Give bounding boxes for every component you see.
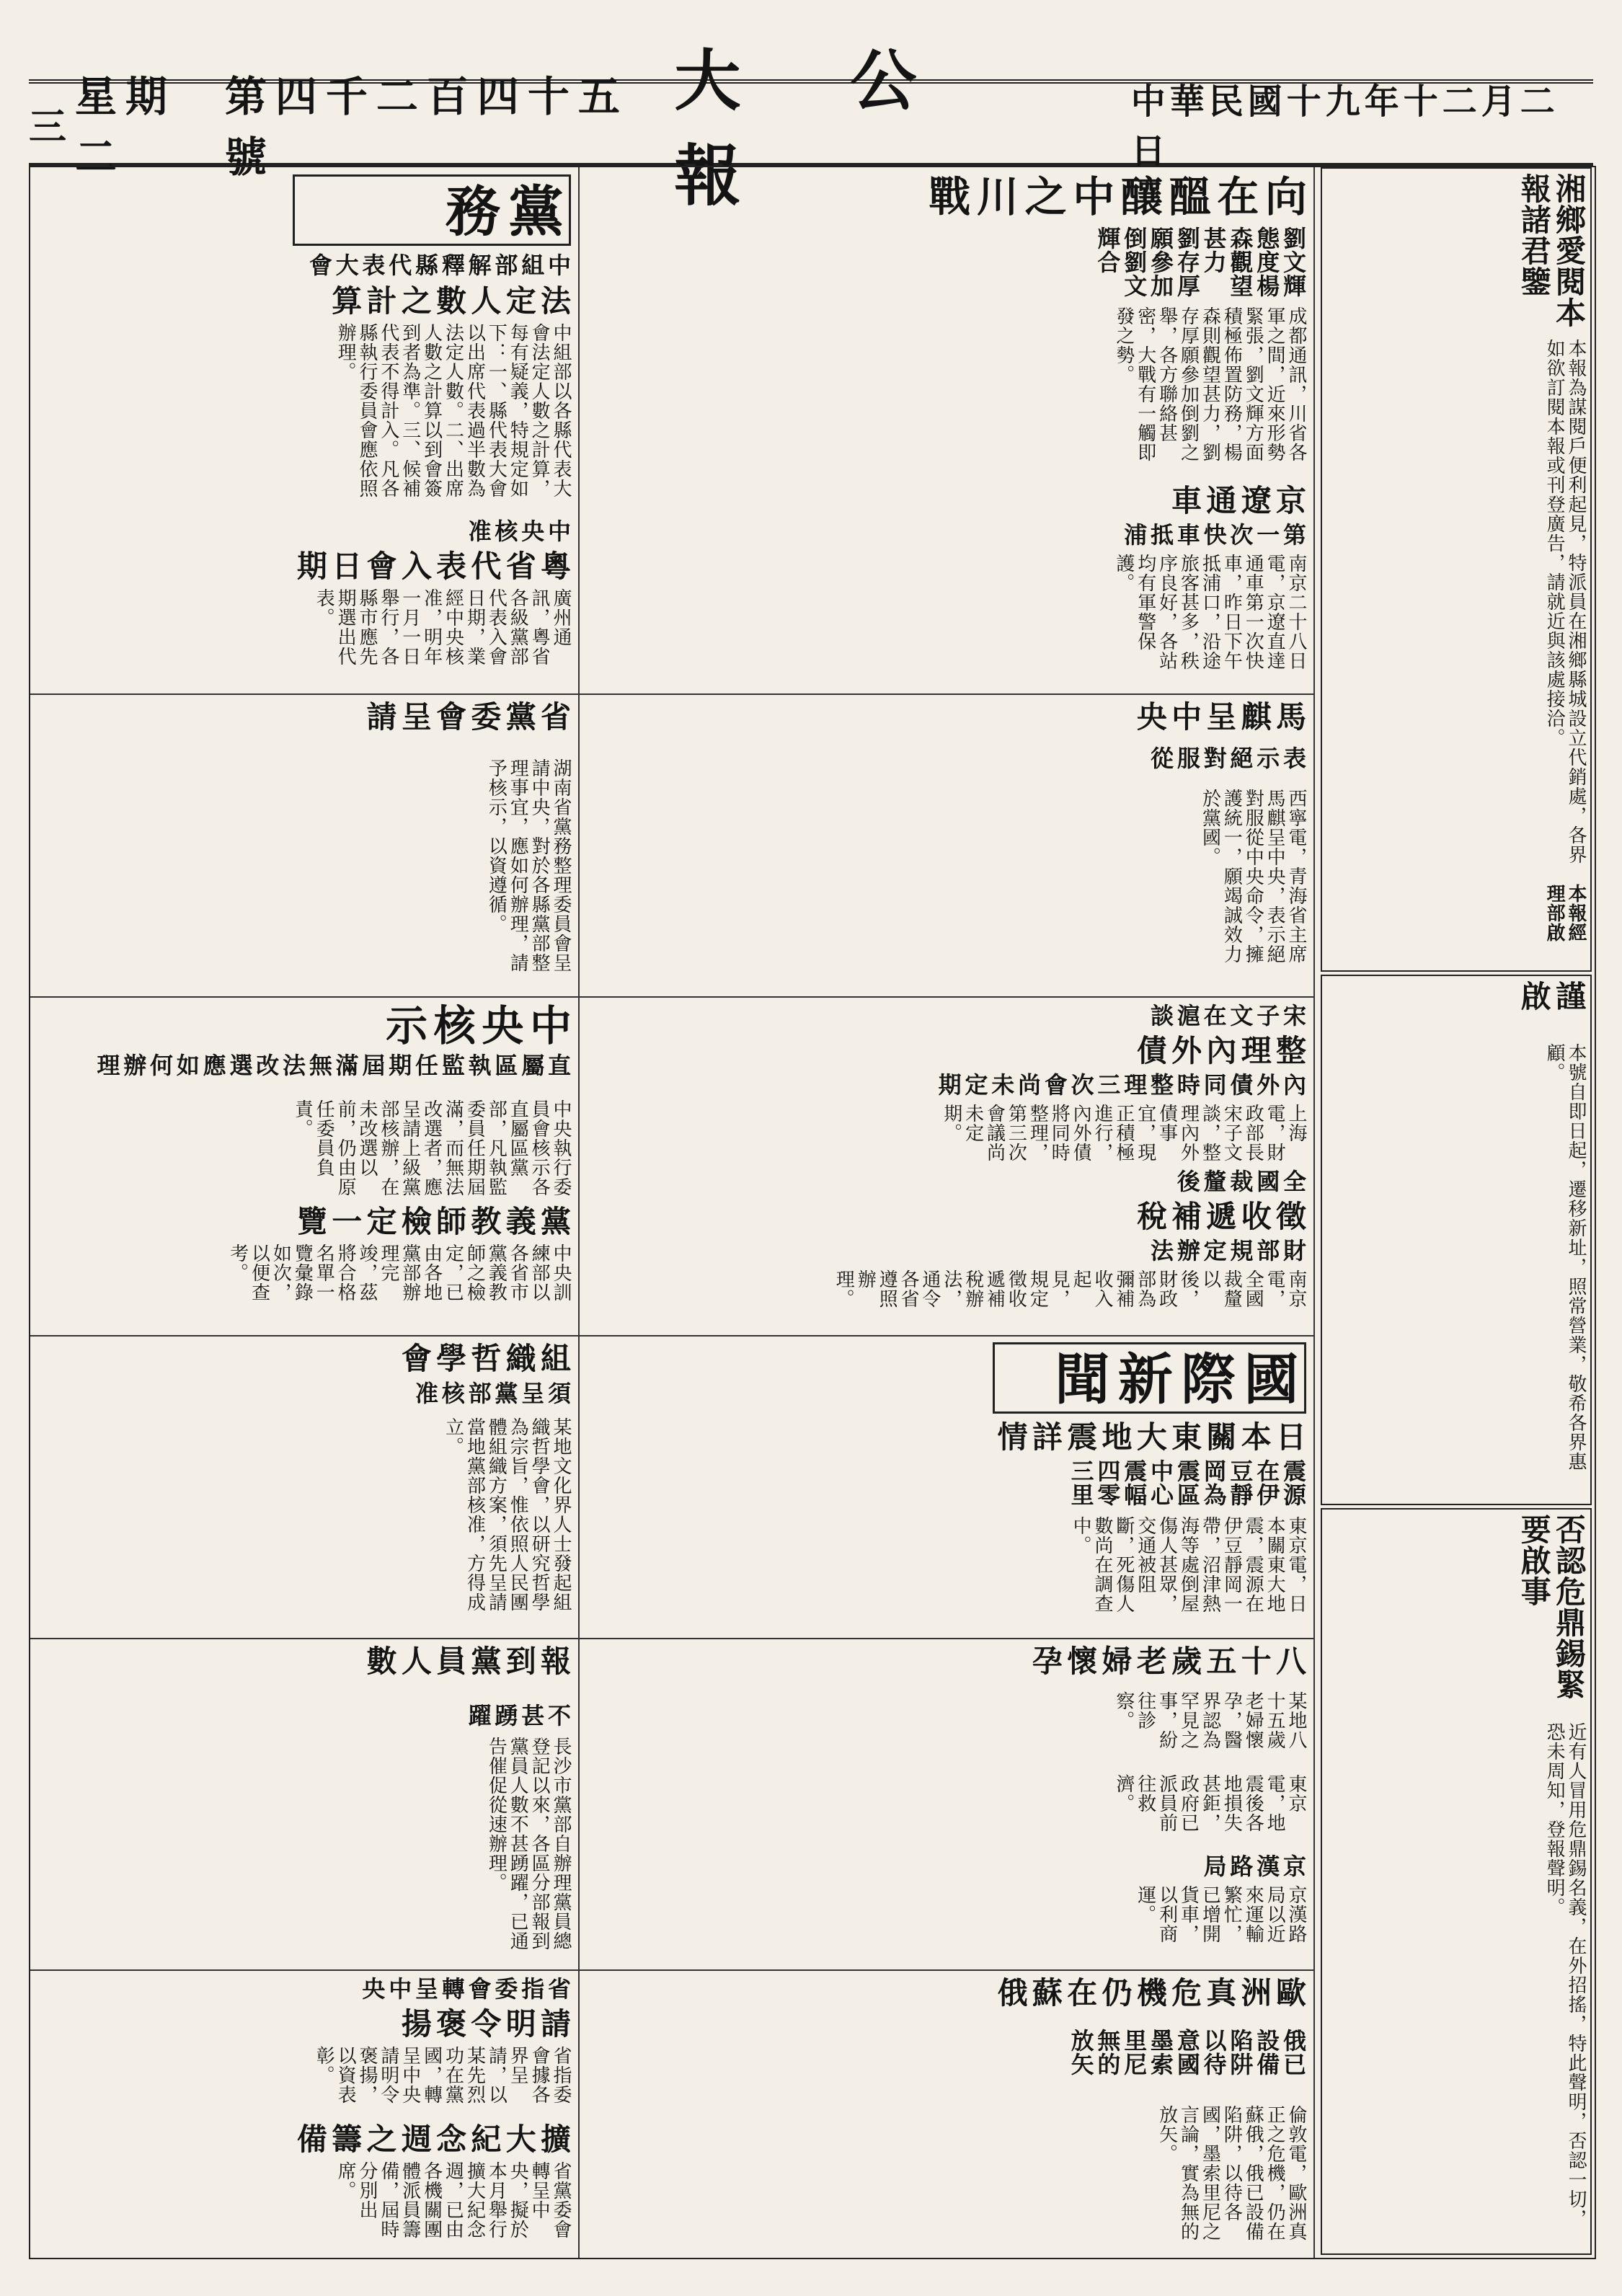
- paper-name: 大 公 報: [674, 42, 960, 215]
- article-province-request: [37, 701, 571, 989]
- body-europe: 倫敦電，歐洲真正之危機，仍在蘇俄，俄已設備陷阱，以待各國，墨索里尼之言論，實為無的放矢。: [1156, 2105, 1307, 2242]
- section-international-title: 國 際 新 聞: [993, 1342, 1306, 1414]
- body-train: 南京二十八日電，京遼直達通車第一次快車，昨日下午抵浦口，沿途旅客甚多，秩序良好，各站均有軍警保護。: [1112, 554, 1307, 671]
- article-europe: [585, 1977, 1306, 2251]
- headline-old-woman: 八十五歲老婦懷孕: [1027, 1645, 1307, 1676]
- body-tax: 南京電，全國裁釐以後，財政部為彌補收入起見，規定徵收遞補稅辦法，通令各省遵照辦理。: [833, 1269, 1307, 1309]
- article-party-lead: [37, 174, 571, 686]
- rule: [30, 996, 1313, 998]
- notice-hunan-sign: 本報經理部啟: [1543, 884, 1587, 943]
- article-sichuan-war: [585, 174, 1306, 686]
- headline-train: 京遼通車: [1167, 484, 1307, 516]
- article-central-directive: [37, 1003, 571, 1328]
- headline-order: 請明令褒揚: [396, 2008, 572, 2039]
- headline-europe: 歐洲真危機仍在蘇俄: [993, 1977, 1307, 2008]
- article-memorial: [37, 1977, 571, 2251]
- headline-central-directive: 中央核示: [378, 1003, 572, 1046]
- rule: [578, 167, 580, 2258]
- headline-memorial: 擴大紀念週之籌備: [292, 2122, 572, 2154]
- rule: [30, 693, 1313, 695]
- subhead-org: 須呈黨部核准: [412, 1380, 572, 1405]
- body-order: 省指委會據各界呈請，以某先烈功在黨國，轉呈中央請明令褒揚，以資表彰。: [313, 2046, 572, 2104]
- subhead-central-directive: 直屬區執監任期屆滿 無法改選應如何辦理: [93, 1053, 572, 1077]
- body-old-woman: 某地八十五歲老婦懷孕，醫界認為罕見之事，紛往診察。: [1112, 1690, 1307, 1750]
- headline-sichuan-war: 向在醞釀中之川戰: [921, 174, 1307, 217]
- body-japan-quake: 東京電，日本關東大地震，震源在伊豆靜岡一帶，沼津熱海等處倒屋傷人甚眾，交通被阻斷，死傷人數尚在調查中。: [1070, 1515, 1307, 1613]
- notice-partner: [1321, 975, 1592, 1505]
- notice-hunan: [1321, 167, 1592, 972]
- weekday: 星期二: [75, 72, 177, 182]
- notice-urgent-title: 否認危鼎錫緊要啟事: [1516, 1514, 1587, 1700]
- body-party-lead: 中組部以各縣代表大會法定人數之計算，每有疑義，特規定如下：一、縣代表大會以出席代表過半數為法定人數。二、出席人數之計算以到會簽到者為準。三、候補代表不得計入。凡各縣執行委員會應依照辦理。: [334, 323, 572, 499]
- page-body: [29, 166, 1596, 2259]
- article-org: [37, 1342, 571, 1631]
- body-debt: 上海電，財政部長宋子文談，整理內外債事宜，現正積極進行，內外債將同時整理，第三次會議尚未定期。: [940, 1104, 1307, 1162]
- subhead-europe: 俄已設備陷阱以待意國墨索里尼無的放矢: [1067, 2029, 1307, 2077]
- kicker-tax: 全國裁釐後: [1173, 1169, 1307, 1194]
- body-japan-aftermath: 東京電，地震後各地損失甚鉅，政府已派員前往救濟。: [1112, 1774, 1307, 1832]
- issue-number: 第四千二百四十五號: [224, 72, 629, 182]
- headline-debt: 整理內外債: [1132, 1034, 1307, 1065]
- body-sichuan-war: 成都通訊，川省各軍之間，近來形勢緊張，劉文輝方面積極佈置防務，楊森則觀望甚力，劉存厚願參加倒劉之舉，各方聯絡甚密，大戰有一觸即發之勢。: [1112, 306, 1307, 462]
- body-org: 某地文化界人士發起組織哲學會，以研究哲學為宗旨，惟依照人民團體組織方案，須先呈請當地黨部核准，方得成立。: [442, 1417, 572, 1613]
- rule: [30, 1638, 1313, 1639]
- rule: [30, 1969, 1313, 1971]
- notice-hunan-body: 本報為謀閱戶便利起見，特派員在湘鄉縣城設立代銷處，各界如欲訂閱本報或刊登廣告，請就近與該處接洽。: [1543, 339, 1587, 865]
- notice-urgent-body: 近有人冒用危鼎錫名義，在外招搖，特此聲明，否認一切，恐未周知，登報聲明。: [1543, 1722, 1587, 2229]
- notice-partner-body: 本號自即日起，遷移新址，照常營業，敬希各界惠顧。: [1543, 1043, 1587, 1472]
- issue-date: 中華民國十九年十二月二日: [1130, 81, 1559, 172]
- article-debt: [585, 1003, 1306, 1328]
- body-candidate: 廣州通訊，粵省各級黨部代表入會日期，業經中央核准，明年一月一日舉行，各縣市應先期選出代表。: [313, 588, 572, 666]
- section-party-title: 黨 務: [293, 174, 571, 246]
- headline-org: 組織哲學會: [396, 1342, 572, 1373]
- headline-report: 報到黨員人數: [362, 1645, 572, 1676]
- subhead-order: 省指委會轉呈中央: [358, 1977, 572, 2000]
- body-memorial: 省黨委會轉呈中央，擬於本月舉行擴大紀念週，已由各機關團體派員籌備，屆時分別出席。: [334, 2160, 572, 2239]
- notice-partner-title: 謹啟: [1516, 980, 1587, 1011]
- article-ma-qi: [585, 701, 1306, 989]
- article-report: [37, 1645, 571, 1962]
- subhead-report: 不甚踴躍: [464, 1703, 572, 1727]
- rule: [1313, 167, 1315, 2258]
- headline-tax: 徵收遞補稅: [1132, 1200, 1307, 1232]
- subhead-japan-quake: 震源在伊豆靜岡為震區中心 震幅四零三里: [1067, 1459, 1307, 1507]
- kicker-candidate: 中央核准: [464, 518, 572, 543]
- body-central-directive: 中央執行委員會核示各直屬區黨部，凡執監委員任期屆滿，而無法改選者，應呈請上級黨部核辦，在未改選以前，仍由原任委員負責。: [291, 1099, 572, 1197]
- subhead-debt: 內外債同時整理 三次會尚未定期: [934, 1073, 1307, 1096]
- headline-party-lead: 法定人數之計算: [327, 285, 572, 316]
- kicker-debt: 宋子文在滬談: [1147, 1003, 1307, 1027]
- headline-ma-qi: 馬麒呈中央: [1132, 701, 1307, 732]
- subhead-ma-qi: 表示絕對服從: [1147, 746, 1307, 771]
- headline-japan-quake: 日本關東大地震詳情: [993, 1421, 1307, 1452]
- body-teacher: 中央訓練部以各省市黨義教師之檢定，已由各地黨部辦理完竣，茲將合格名單一覽彙錄如次，以便查考。: [226, 1244, 572, 1303]
- kicker-party-lead: 中組部解釋縣代表大會: [305, 253, 572, 277]
- article-japan-quake: [585, 1342, 1306, 1631]
- body-railway: 京漢路局以近來運輸繁忙，已增開貨車，以利商運。: [1134, 1885, 1307, 1944]
- notice-hunan-title: 湘鄉愛閱本報諸君鑒: [1516, 173, 1587, 328]
- rule: [30, 1335, 1313, 1337]
- subhead-train: 第一次快車抵浦: [1120, 523, 1307, 547]
- page-label: 三: [29, 105, 76, 149]
- subhead-sichuan-war: 劉文輝態度楊森觀望甚力 劉存厚願參加倒劉文輝合: [1094, 226, 1307, 298]
- headline-candidate: 粵省代表入會日期: [292, 549, 572, 581]
- notice-urgent: [1321, 1508, 1592, 2255]
- headline-province-request: 省黨委會呈請: [362, 701, 572, 732]
- article-old-woman: [585, 1645, 1306, 1962]
- subhead-tax: 財部規定辦法: [1147, 1238, 1307, 1263]
- body-ma-qi: 西寧電，青海省主席馬麒呈中央，表示絕對服從中央命令，擁護統一，願竭誠效力於黨國。: [1199, 789, 1307, 965]
- body-report: 長沙市黨部自辦理黨員總登記以來，各區分部報到黨員人數不甚踴躍，已通告催促從速辦理。: [485, 1736, 572, 1951]
- body-province-request: 湖南省黨務整理委員會呈請中央，對於各縣黨部整理事宜，應如何辦理，請予核示，以資遵循。: [485, 758, 572, 973]
- headline-teacher: 黨義教師檢定一覽: [292, 1205, 572, 1237]
- headline-railway: 京漢路局: [1200, 1854, 1307, 1879]
